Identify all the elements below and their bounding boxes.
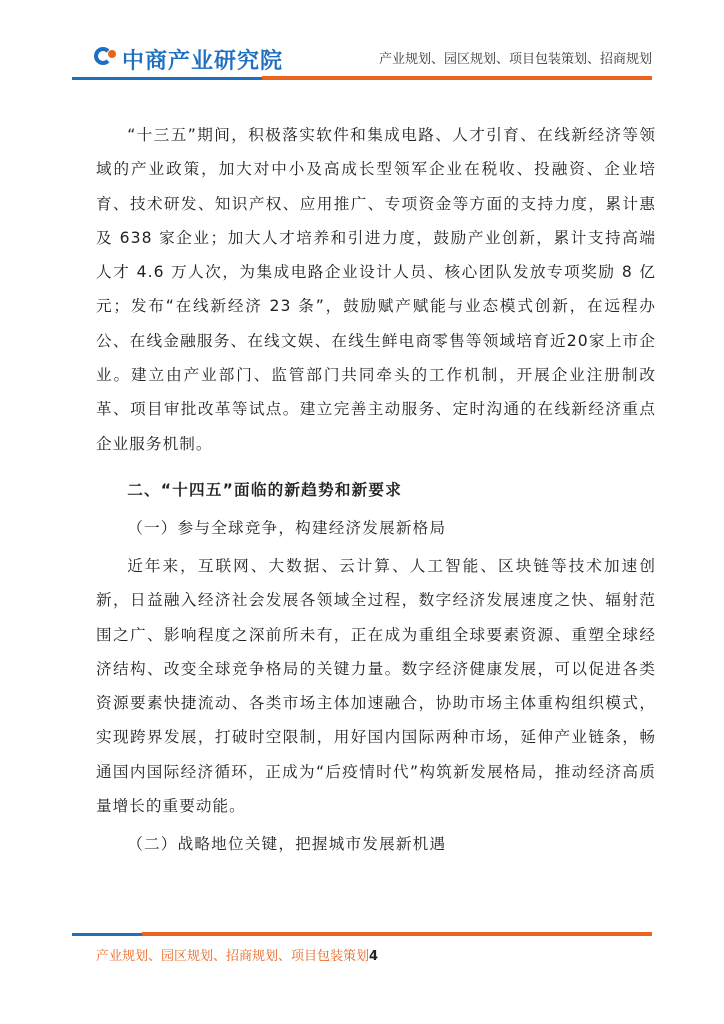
header-rule-orange — [262, 76, 652, 80]
page-number: 4 — [369, 949, 379, 964]
page-footer — [0, 925, 724, 985]
intro-paragraph: “十三五”期间，积极落实软件和集成电路、人才引育、在线新经济等领域的产业政策，加大对中小及高成长型领军企业在税收、投融资、企业培育、技术研发、知识产权、应用推广、专项资金等方面的支持力度，累计惠及 638 家企业；加大人才培养和引进力度，鼓励产业创新，累计支持高端人才 4.6 万人次，为集成电路企业设计人员、核心团队发放专项奖励 8 亿元；发布“在线新经济 23 条”，鼓励赋产赋能与业态模式创新，在远程办公、在线金融服务、在线文娱、在线生鲜电商零售等领域培育近20家上市企业。建立由产业部门、监管部门共同牵头的工作机制，开展企业注册制改革、项目审批改革等试点。建立完善主动服务、定时沟通的在线新经济重点企业服务机制。 — [96, 126, 656, 453]
page-header — [0, 0, 724, 90]
logo-mark-icon — [94, 47, 118, 71]
brand-name: 中商产业研究院 — [122, 48, 284, 74]
body-paragraph-2: 近年来，互联网、大数据、云计算、人工智能、区块链等技术加速创新，日益融入经济社会发展各领域全过程，数字经济发展速度之快、辐射范围之广、影响程度之深前所未有，正在成为重组全球要素资源、重塑全球经济结构、改变全球竞争格局的关键力量。数字经济健康发展，可以促进各类资源要素快捷流动、各类市场主体加速融合，协助市场主体重构组织模式，实现跨界发展，打破时空限制，用好国内国际两种市场，延伸产业链条，畅通国内国际经济循环，正成为“后疫情时代”构筑新发展格局，推动经济高质量增长的重要动能。 — [96, 556, 656, 816]
footer-services: 产业规划、园区规划、招商规划、项目包装策划 — [96, 949, 370, 964]
document-body — [96, 118, 656, 861]
brand-logo — [94, 44, 283, 74]
header-rule-blue — [72, 77, 262, 80]
footer-line — [96, 945, 378, 964]
footer-rule-orange — [142, 932, 652, 936]
header-tagline: 产业规划、园区规划、项目包装策划、招商规划 — [378, 52, 652, 67]
section-heading: 二、“十四五”面临的新趋势和新要求 — [127, 480, 402, 499]
subsection-heading-2: （二）战略地位关键，把握城市发展新机遇 — [127, 835, 447, 854]
footer-rule-blue — [72, 933, 142, 936]
subsection-heading-1: （一）参与全球竞争，构建经济发展新格局 — [127, 518, 447, 537]
